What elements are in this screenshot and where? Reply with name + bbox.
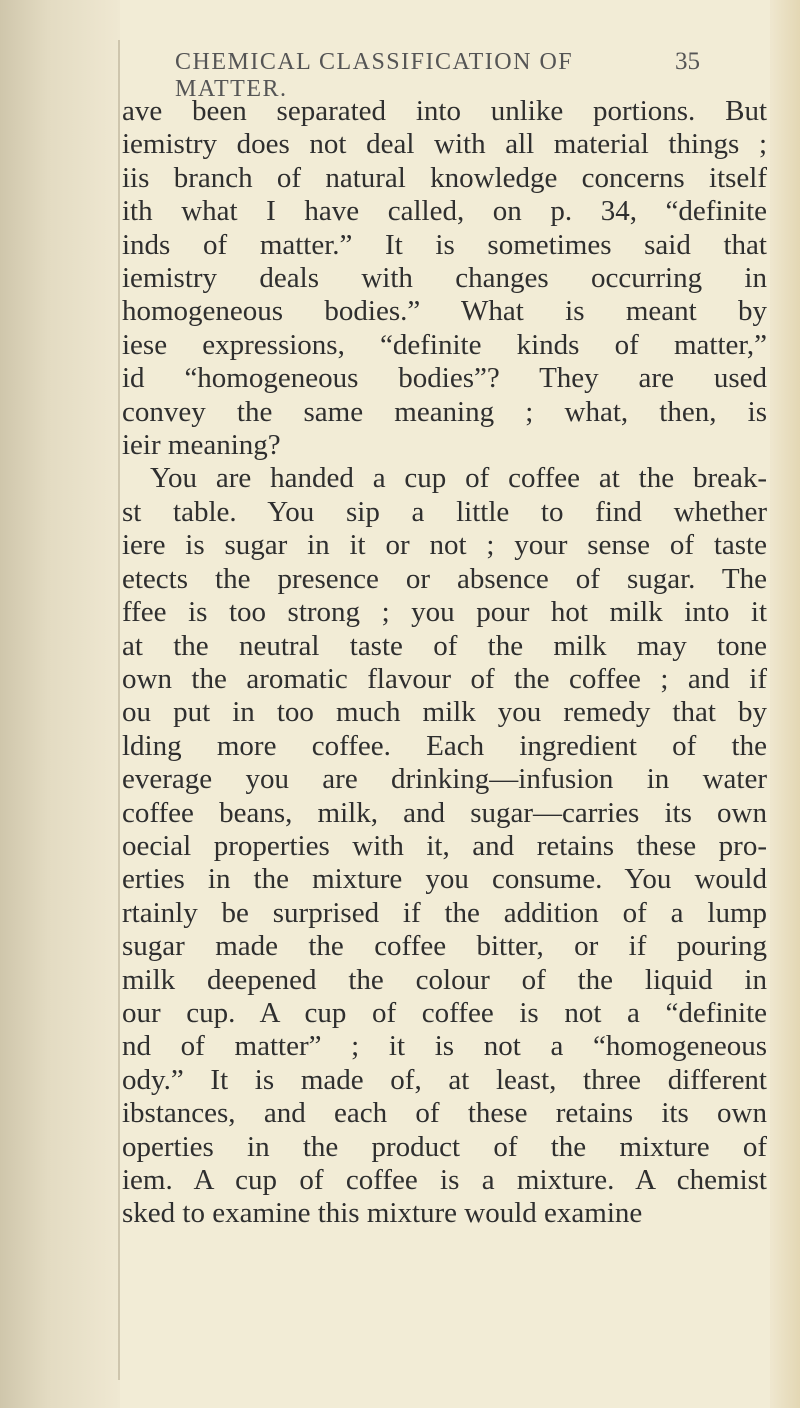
text-line: iemistry does not deal with all material things ; [122,128,767,161]
text-line: etects the presence or absence of sugar. The [122,562,767,595]
text-line: milk deepened the colour of the liquid in [122,963,767,996]
text-line: everage you are drinking—infusion in water [122,763,767,796]
text-line: id “homogeneous bodies”? They are used [122,362,767,395]
text-line: own the aromatic flavour of the coffee ; and if [122,662,767,695]
text-line: iere is sugar in it or not ; your sense of taste [122,529,767,562]
text-line: operties in the product of the mixture of [122,1130,767,1163]
text-line: oecial properties with it, and retains these pro- [122,829,767,862]
text-line: ody.” It is made of, at least, three different [122,1063,767,1096]
page-edge-shadow [770,0,800,1408]
text-line: ffee is too strong ; you pour hot milk into it [122,596,767,629]
binding-edge [118,40,120,1380]
text-line: ave been separated into unlike portions. But [122,95,767,127]
text-line: nd of matter” ; it is not a “homogeneous [122,1030,767,1063]
running-title: CHEMICAL CLASSIFICATION OF MATTER. [175,49,574,102]
text-line: ith what I have called, on p. 34, “definite [122,195,767,228]
text-line: rtainly be surprised if the addition of a lump [122,896,767,929]
text-line: at the neutral taste of the milk may tone [122,629,767,662]
text-line: ibstances, and each of these retains its own [122,1097,767,1130]
body-text [122,95,767,1231]
page-number: 35 [675,48,700,75]
text-line: iese expressions, “definite kinds of matter,” [122,328,767,361]
text-line: iemistry deals with changes occurring in [122,262,767,295]
text-line: inds of matter.” It is sometimes said that [122,228,767,261]
text-line: ou put in too much milk you remedy that by [122,696,767,729]
text-line: st table. You sip a little to find whether [122,495,767,528]
text-line: erties in the mixture you consume. You would [122,863,767,896]
text-line: homogeneous bodies.” What is meant by [122,295,767,328]
text-line: sugar made the coffee bitter, or if pouring [122,930,767,963]
text-line: lding more coffee. Each ingredient of the [122,729,767,762]
text-line: iem. A cup of coffee is a mixture. A chemist [122,1164,767,1196]
text-line: convey the same meaning ; what, then, is [122,395,767,428]
text-line: You are handed a cup of coffee at the break- [150,462,767,495]
text-line: coffee beans, milk, and sugar—carries its own [122,796,767,829]
text-line: iis branch of natural knowledge concerns itself [122,161,767,194]
page-gutter-shadow [0,0,120,1408]
text-line: ieir meaning? [122,429,281,462]
text-line: sked to examine this mixture would examine [122,1197,643,1230]
text-line: our cup. A cup of coffee is not a “definite [122,996,767,1029]
